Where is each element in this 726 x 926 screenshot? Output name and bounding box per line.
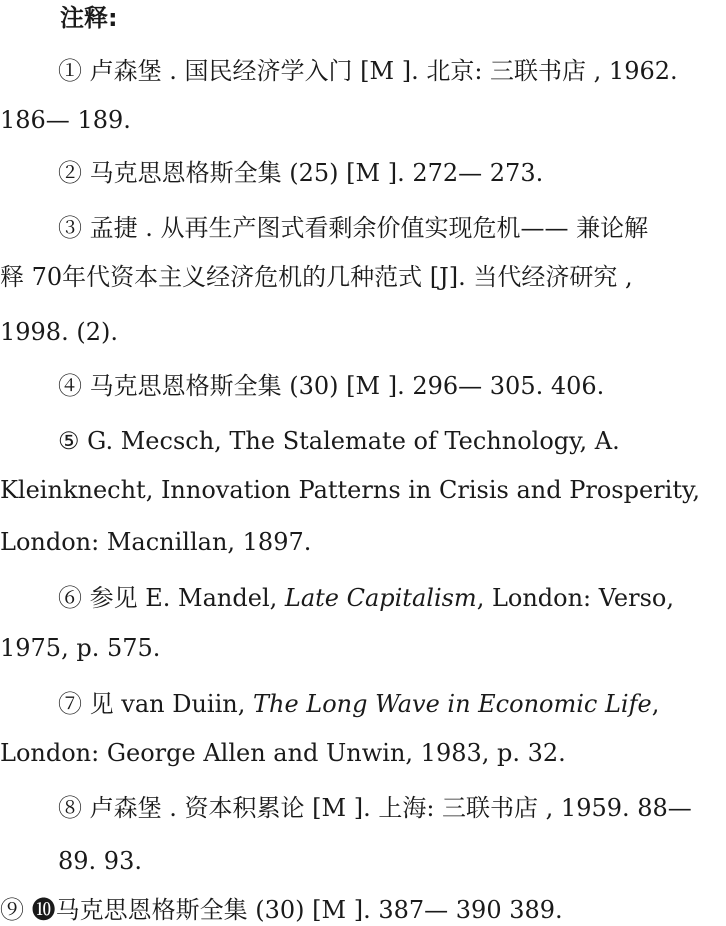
note-3-line-1: ③ 孟捷 . 从再生产图式看剩余价值实现危机—— 兼论解 — [58, 214, 649, 242]
note-5-line-1: ⑤ G. Mecsch, The Stalemate of Technology, A. — [58, 427, 620, 455]
note-5-line-2: Kleinknecht, Innovation Patterns in Crisis and Prosperity, — [0, 476, 700, 504]
note-2-line-1: ② 马克思恩格斯全集 (25) [M ]. 272— 273. — [58, 159, 544, 187]
note-6-line-2: 1975, p. 575. — [0, 634, 161, 662]
note-1-line-2: 186— 189. — [0, 106, 131, 134]
note-6-book-title: Late Capitalism — [284, 584, 477, 612]
note-6-prefix: ⑥ 参见 E. Mandel, — [58, 584, 285, 612]
note-3-line-3: 1998. (2). — [0, 318, 118, 346]
note-9-line-1: ⑨ ❿马克思恩格斯全集 (30) [M ]. 387— 390 389. — [0, 896, 563, 924]
note-7-suffix: , — [651, 690, 660, 718]
note-7-book-title: The Long Wave in Economic Life — [252, 690, 652, 718]
note-4-line-1: ④ 马克思恩格斯全集 (30) [M ]. 296— 305. 406. — [58, 372, 605, 400]
note-3-line-2: 释 70年代资本主义经济危机的几种范式 [J]. 当代经济研究 , — [0, 263, 633, 291]
note-6-suffix: , London: Verso, — [476, 584, 674, 612]
note-7-line-2: London: George Allen and Unwin, 1983, p. 32. — [0, 739, 566, 767]
note-7-line-1 — [58, 688, 659, 720]
note-6-line-1 — [58, 582, 674, 614]
note-8-line-2: 89. 93. — [58, 847, 142, 875]
note-8-line-1: ⑧ 卢森堡 . 资本积累论 [M ]. 上海: 三联书店 , 1959. 88— — [58, 794, 692, 822]
note-5-line-3: London: Macnillan, 1897. — [0, 528, 312, 556]
note-1-line-1: ① 卢森堡 . 国民经济学入门 [M ]. 北京: 三联书店 , 1962. — [58, 57, 678, 85]
note-7-prefix: ⑦ 见 van Duiin, — [58, 690, 253, 718]
notes-heading: 注释: — [60, 4, 118, 32]
